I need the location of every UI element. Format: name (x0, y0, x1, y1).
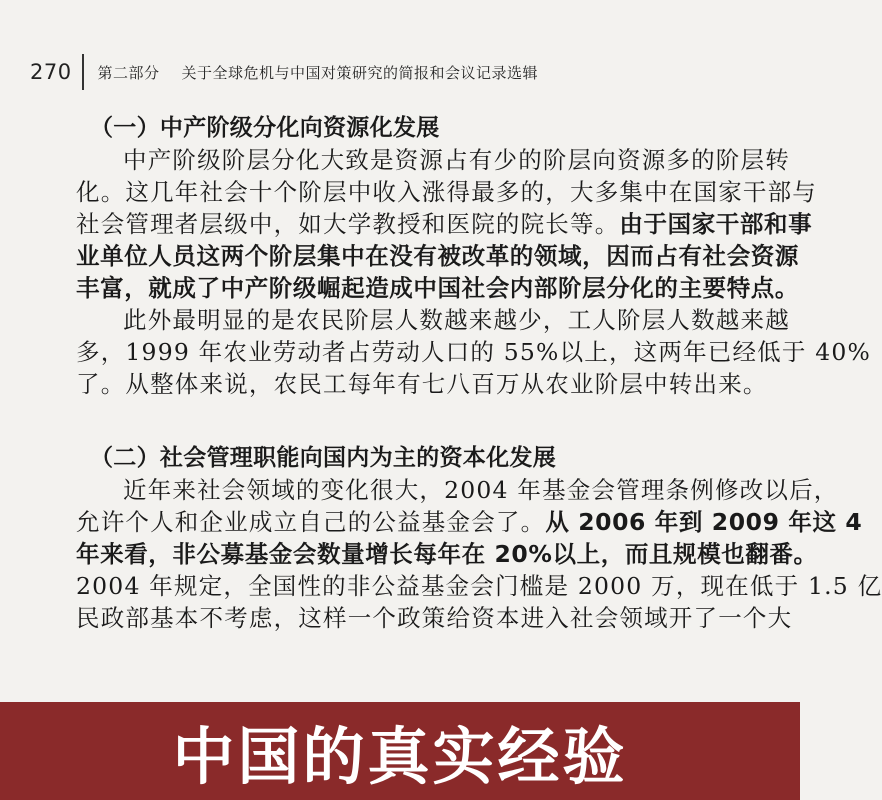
header-title (98, 62, 539, 83)
section-heading-1: （一）中产阶级分化向资源化发展 (90, 115, 440, 141)
header-divider (82, 54, 84, 90)
page-body (76, 112, 882, 634)
bold-text: 从 2006 年到 2009 年这 4 (545, 508, 863, 536)
bold-paragraph-line: 年来看，非公募基金会数量增长每年在 20%以上，而且规模也翻番。 (76, 540, 818, 568)
section-gap (76, 400, 756, 442)
paragraph-line: 民政部基本不考虑，这样一个政策给资本进入社会领域开了一个大 (76, 604, 793, 632)
header-chapter-title: 关于全球危机与中国对策研究的简报和会议记录选辑 (181, 63, 539, 82)
paragraph-line: 了。从整体来说，农民工每年有七八百万从农业阶层中转出来。 (76, 370, 768, 398)
banner-title: 中国的真实经验 (172, 719, 628, 793)
paragraph-text: 社会管理者层级中，如大学教授和医院的院长等。 (76, 210, 620, 238)
header-part: 第二部分 (97, 63, 160, 82)
paragraph-line: 化。这几年社会十个阶层中收入涨得最多的，大多集中在国家干部与 (76, 178, 817, 206)
section-heading-2: （二）社会管理职能向国内为主的资本化发展 (90, 445, 556, 471)
running-header (30, 52, 780, 92)
paragraph-line: 此外最明显的是农民阶层人数越来越少，工人阶层人数越来越 (123, 306, 790, 334)
paragraph-line: 中产阶级阶层分化大致是资源占有少的阶层向资源多的阶层转 (123, 146, 790, 174)
paragraph-line: 2004 年规定，全国性的非公益基金会门槛是 2000 万，现在低于 1.5 亿 (76, 572, 882, 600)
paragraph-text: 允许个人和企业成立自己的公益基金会了。 (76, 508, 546, 536)
paragraph-line: 近年来社会领域的变化很大，2004 年基金会管理条例修改以后， (123, 476, 839, 504)
paragraph-line: 多，1999 年农业劳动者占劳动人口的 55%以上，这两年已经低于 40% (76, 338, 872, 366)
bold-paragraph-line: 业单位人员这两个阶层集中在没有被改革的领域，因而占有社会资源 (76, 242, 799, 270)
bold-text: 由于国家干部和事 (619, 210, 813, 238)
paragraph-line (76, 208, 813, 240)
paragraph-line (76, 506, 863, 538)
bold-paragraph-line: 丰富，就成了中产阶级崛起造成中国社会内部阶层分化的主要特点。 (76, 274, 799, 302)
title-banner (0, 702, 800, 800)
page-number: 270 (30, 60, 72, 84)
